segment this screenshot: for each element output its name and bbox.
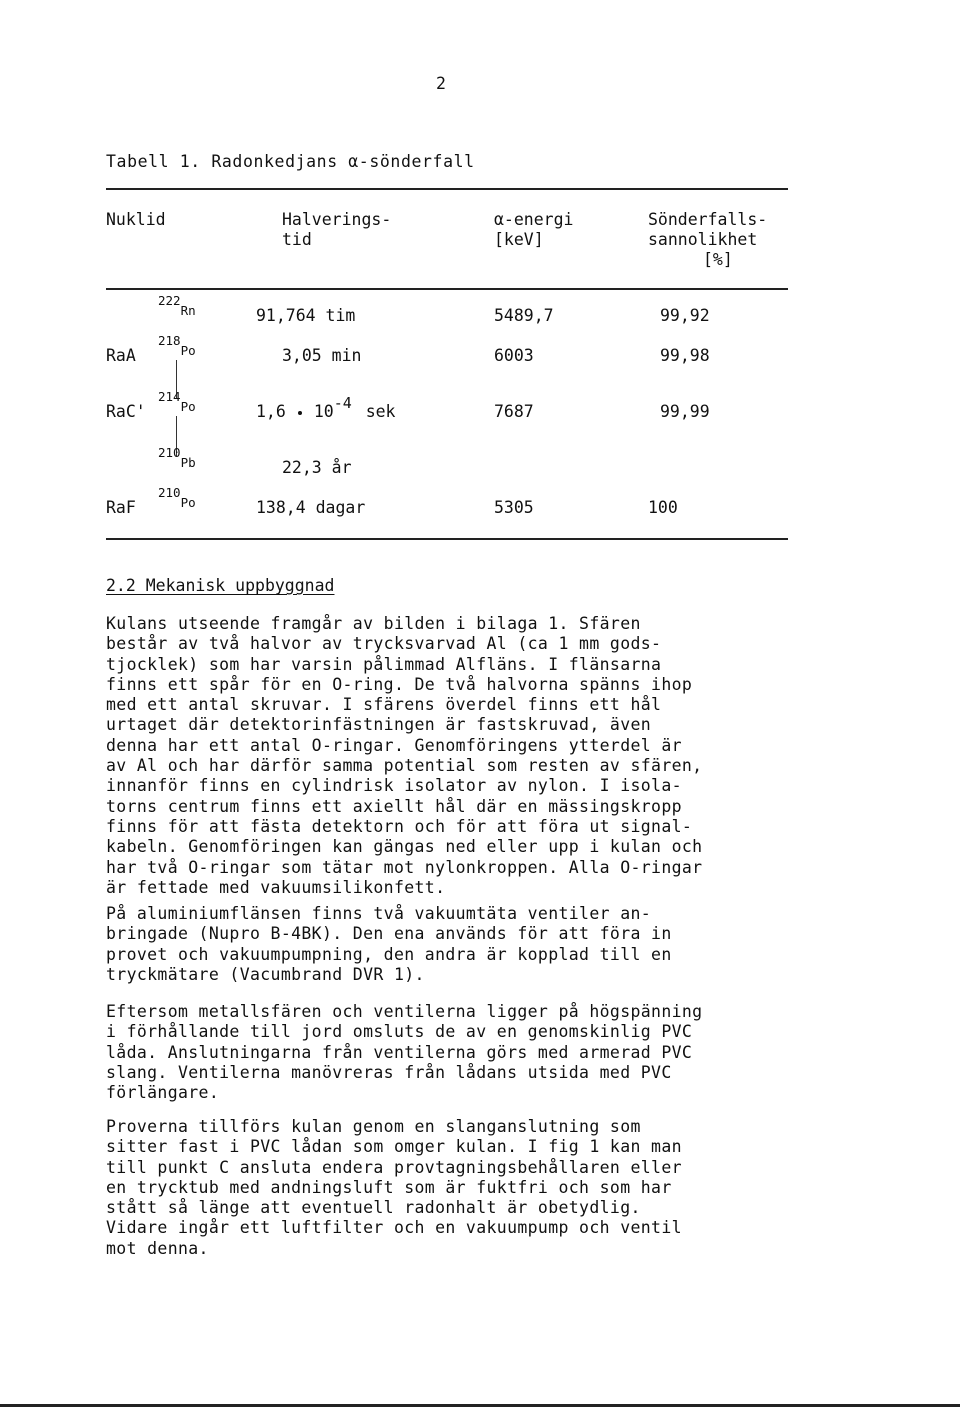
- paragraph-4: Proverna tillförs kulan genom en slanganslutning som sitter fast i PVC lådan som omger kulan. I fig 1 kan man till punkt C ansluta endera provtagningsbehållaren eller en trycktub med andningsluft som är fuktfri och som har stått så länge att eventuell radonhalt är obetydlig. Vidare ingår ett luftfilter och en vakuumpump och ventil mot denna.: [106, 1117, 682, 1258]
- nuclide-rn222: $^{222}$Rn: [158, 293, 196, 318]
- label-raf: RaF: [106, 498, 136, 517]
- nuclide-po214: $^{214}$Po: [158, 389, 196, 414]
- table-bottom-rule: [106, 538, 788, 540]
- table-top-rule: [106, 188, 788, 190]
- header-halveringstid-line2: tid: [282, 230, 312, 249]
- header-energi-line2: [keV]: [494, 230, 544, 249]
- page-bottom-edge: [0, 1404, 960, 1407]
- table-caption: Tabell 1. Radonkedjans α-sönderfall: [106, 152, 475, 171]
- header-energi-line1: α-energi: [494, 210, 574, 229]
- energy-po214: 7687: [494, 402, 534, 421]
- label-rac: RaC': [106, 402, 146, 421]
- halflife-po218: 3,05 min: [282, 346, 362, 365]
- halflife-pb210: 22,3 år: [282, 458, 352, 477]
- label-raa: RaA: [106, 346, 136, 365]
- nuclide-po218: $^{218}$Po: [158, 333, 196, 358]
- header-sannolikhet-line1: Sönderfalls-: [648, 210, 768, 229]
- prob-po210: 100: [648, 498, 678, 517]
- nuclide-pb210: $^{210}$Pb: [158, 445, 196, 470]
- paragraph-2: På aluminiumflänsen finns två vakuumtäta ventiler an- bringade (Nupro B-4BK). Den ena används för att föra in provet och vakuumpumpning, den andra är kopplad till en tryckmätare (Vacumbrand DVR 1).: [106, 904, 672, 984]
- prob-po214: 99,99: [660, 402, 710, 421]
- paragraph-1: Kulans utseende framgår av bilden i bilaga 1. Sfären består av två halvor av trycksvarvad Al (ca 1 mm gods- tjocklek) som har varsin pålimmad Alfläns. I flänsarna finns ett spår för en O-ring. De två halvorna spänns ihop med ett antal skruvar. I sfärens överdel finns ett hål urtaget där detektorinfästningen är fastskruvad, även denna har ett antal O-ringar. Genomföringens ytterdel är av Al och har därför samma potential som resten av sfären, innanför finns en cylindrisk isolator av nylon. I isola- torns centrum finns ett axiellt hål där en mässingskropp finns för att fästa detektorn och för att föra ut signal- kabeln. Genomföringen kan gängas ned eller upp i kulan och har två O-ringar som tätar mot nylonkroppen. Alla O-ringar är fettade med vakuumsilikonfett.: [106, 614, 703, 897]
- table-header-rule: [106, 288, 788, 290]
- section-heading: 2.2 Mekanisk uppbyggnad: [106, 576, 335, 595]
- halflife-rn222: 91,764 tim: [256, 306, 356, 325]
- energy-po218: 6003: [494, 346, 534, 365]
- halflife-po210: 138,4 dagar: [256, 498, 366, 517]
- nuclide-po210: $^{210}$Po: [158, 485, 196, 510]
- prob-po218: 99,98: [660, 346, 710, 365]
- header-sannolikhet-line2: sannolikhet: [648, 230, 758, 249]
- energy-po210: 5305: [494, 498, 534, 517]
- paragraph-3: Eftersom metallsfären och ventilerna ligger på högspänning i förhållande till jord omsluts de av en genomskinlig PVC låda. Anslutningarna från ventilerna görs med armerad PVC slang. Ventilerna manövreras från lådans utsida med PVC förlängare.: [106, 1002, 703, 1103]
- prob-rn222: 99,92: [660, 306, 710, 325]
- header-nuklid: Nuklid: [106, 210, 166, 229]
- halflife-po214: 1,6 10-4 sek: [256, 394, 396, 421]
- header-halveringstid-line1: Halverings-: [282, 210, 392, 229]
- energy-rn222: 5489,7: [494, 306, 554, 325]
- header-sannolikhet-unit: [%]: [703, 250, 733, 269]
- multiplication-dot-icon: [298, 411, 302, 415]
- page-number: 2: [436, 74, 446, 93]
